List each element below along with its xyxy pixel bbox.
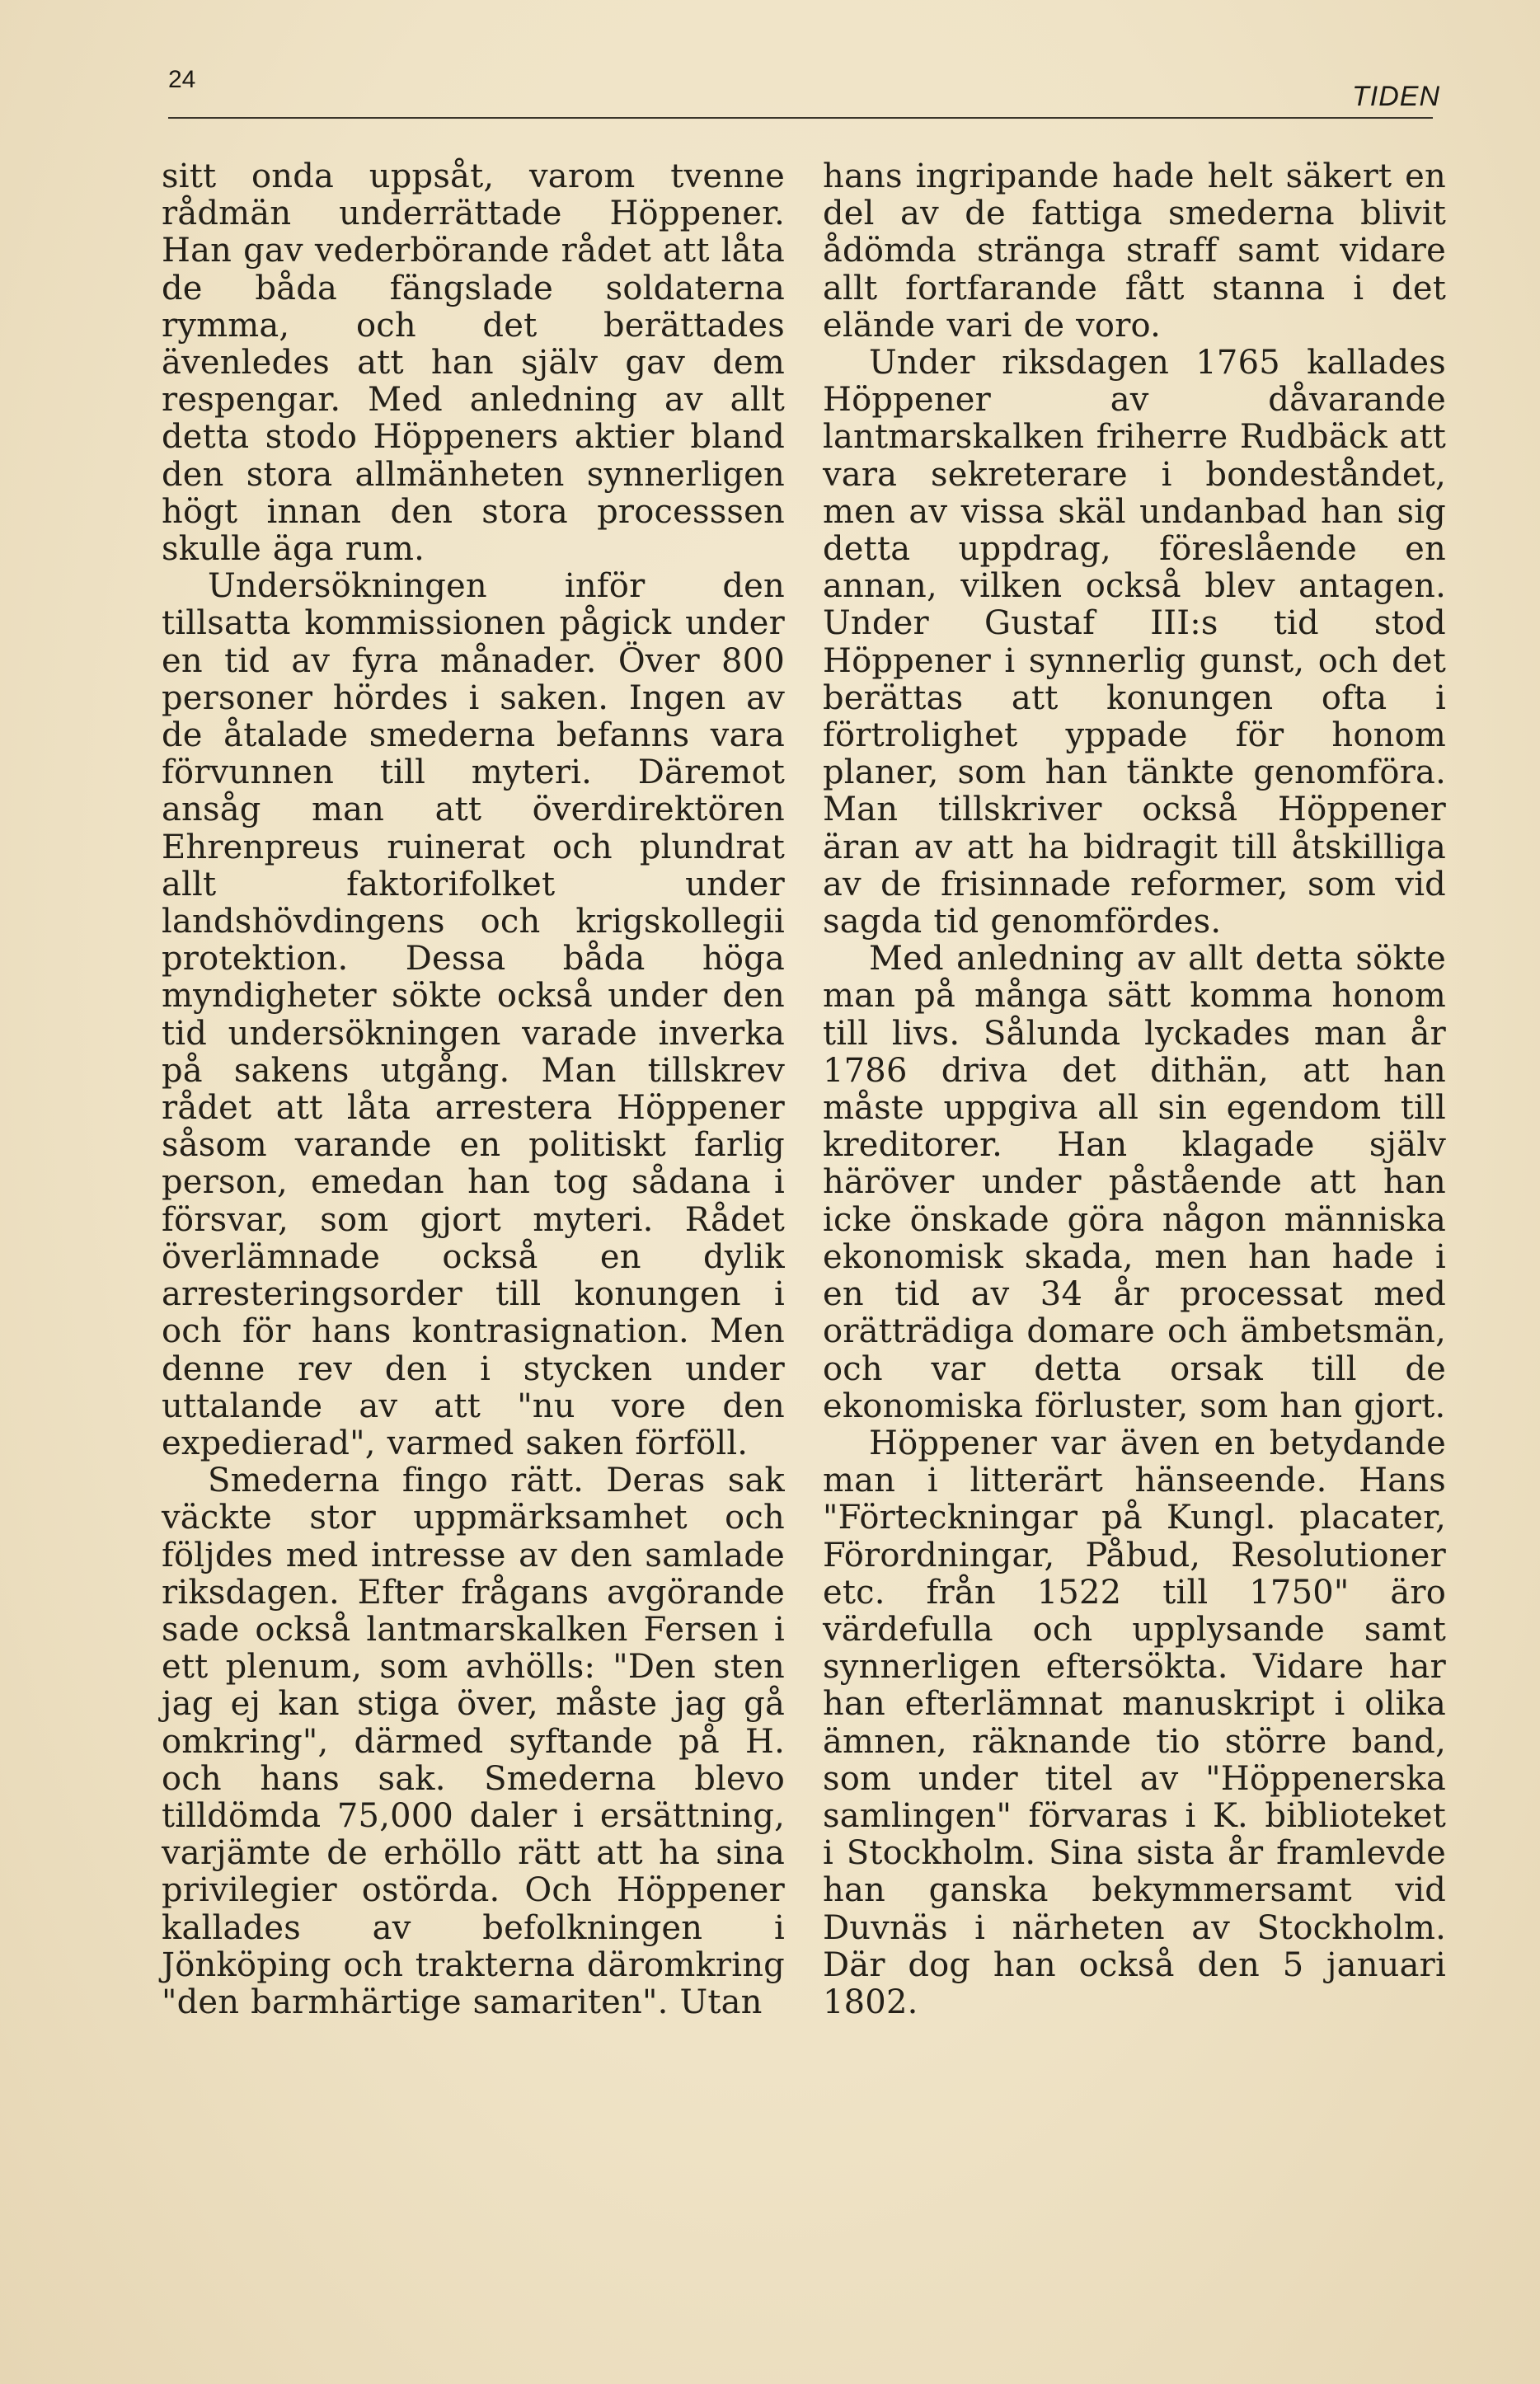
paragraph: Undersökningen inför den tillsatta kommissionen pågick under en tid av fyra månader. Över 800 personer hördes i saken. Ingen av de åtalade smederna befanns vara förvunnen till myteri. Däremot ansåg man att överdirektören Ehrenpreus ruinerat och plundrat allt faktorifolket under landshövdingens och krigskollegii protektion. Dessa båda höga myndigheter sökte också under den tid undersökningen varade inverka på sakens utgång. Man tillskrev rådet att låta arrestera Höppener såsom varande en politiskt farlig person, emedan han tog sådana i försvar, som gjort myteri. Rådet överlämnade också en dylik arresteringsorder till konungen i och för hans kontrasignation. Men denne rev den i stycken under uttalande av att "nu vore den expedierad", varmed saken förföll. [162, 567, 785, 1462]
paragraph: Under riksdagen 1765 kallades Höppener av dåvarande lantmarskalken friherre Rudbäck att vara sekreterare i bondeståndet, men av vissa skäl undanbad han sig detta uppdrag, föreslående en annan, vilken också blev antagen. Under Gustaf III:s tid stod Höppener i synnerlig gunst, och det berättas att konungen ofta i förtrolighet yppade för honom planer, som han tänkte genomföra. Man tillskriver också Höppener äran av att ha bidragit till åtskilliga av de frisinnade reformer, som vid sagda tid genomfördes. [823, 344, 1446, 941]
page-number: 24 [168, 66, 196, 93]
left-column [162, 158, 785, 2021]
running-title: TIDEN [1352, 81, 1440, 112]
paragraph: Höppener var även en betydande man i litterärt hänseende. Hans "Förteckningar på Kungl. placater, Förordningar, Påbud, Resolutioner etc. från 1522 till 1750" äro värdefulla och upplysande samt synnerligen eftersökta. Vidare har han efterlämnat manuskript i olika ämnen, räknande tio större band, som under titel av "Höppenerska samlingen" förvaras i K. biblioteket i Stockholm. Sina sista år framlevde han ganska bekymmersamt vid Duvnäs i närheten av Stockholm. Där dog han också den 5 januari 1802. [823, 1424, 1446, 2021]
right-column [823, 158, 1446, 2021]
header-rule [168, 117, 1433, 119]
paragraph: hans ingripande hade helt säkert en del av de fattiga smederna blivit ådömda stränga straff samt vidare allt fortfarande fått stanna i det elände vari de voro. [823, 157, 1446, 345]
paragraph: Smederna fingo rätt. Deras sak väckte stor uppmärksamhet och följdes med intresse av den samlade riksdagen. Efter frågans avgörande sade också lantmarskalken Fersen i ett plenum, som avhölls: "Den sten jag ej kan stiga över, måste jag gå omkring", därmed syftande på H. och hans sak. Smederna blevo tilldömda 75,000 daler i ersättning, varjämte de erhöllo rätt att ha sina privilegier ostörda. Och Höppener kallades av befolkningen i Jönköping och trakterna däromkring "den barmhärtige samariten". Utan [162, 1462, 785, 2021]
paragraph: Med anledning av allt detta sökte man på många sätt komma honom till livs. Sålunda lyckades man år 1786 driva det dithän, att han måste uppgiva all sin egendom till kreditorer. Han klagade själv häröver under påstående att han icke önskade göra någon människa ekonomisk skada, men han hade i en tid av 34 år processat med orätträdiga domare och ämbetsmän, och var detta orsak till de ekonomiska förluster, som han gjort. [823, 940, 1446, 1425]
paragraph: sitt onda uppsåt, varom tvenne rådmän underrättade Höppener. Han gav vederbörande rådet att låta de båda fängslade soldaterna rymma, och det berättades ävenledes att han själv gav dem respengar. Med anledning av allt detta stodo Höppeners aktier bland den stora allmänheten synnerligen högt innan den stora processsen skulle äga rum. [162, 157, 785, 569]
